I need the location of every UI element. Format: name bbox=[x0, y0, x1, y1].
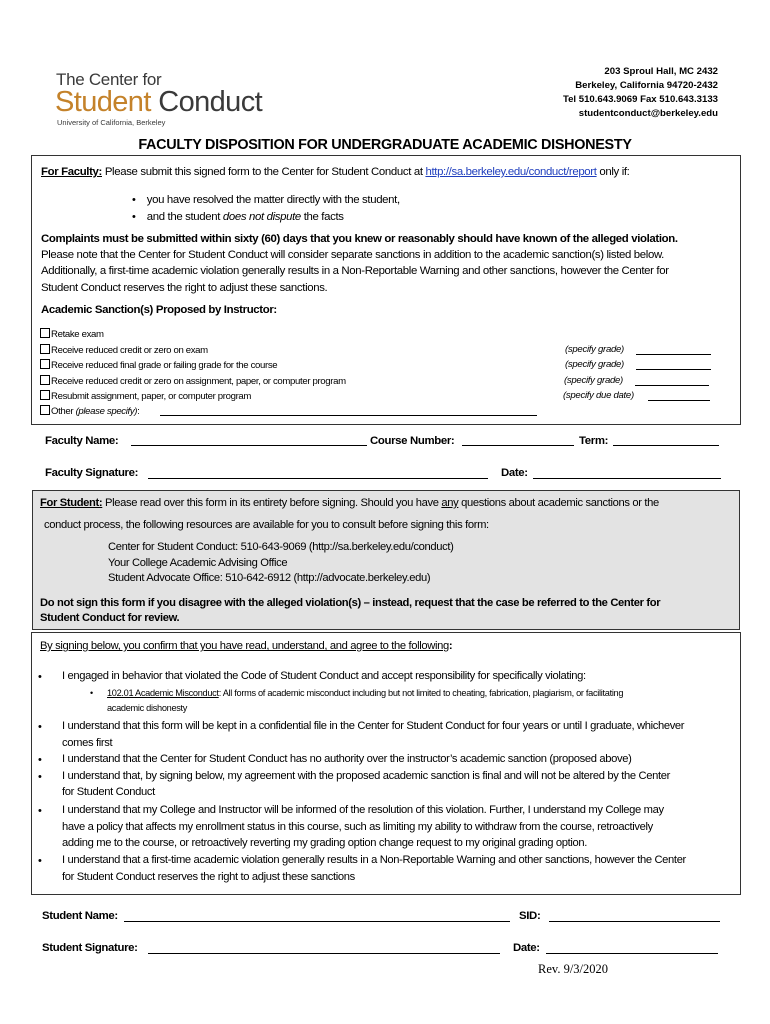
student-name-field[interactable] bbox=[124, 921, 510, 922]
sanction-reduced-exam bbox=[40, 344, 208, 356]
confirm-item-3: I understand that the Center for Student Conduct has no authority over the instructor’s academic sanction (proposed above) bbox=[62, 753, 632, 765]
bullet-icon: • bbox=[90, 688, 94, 698]
report-link[interactable]: http://sa.berkeley.edu/conduct/report bbox=[425, 166, 597, 178]
checkbox[interactable] bbox=[40, 375, 50, 385]
logo-university-line: University of California, Berkeley bbox=[57, 118, 166, 127]
faculty-name-label: Faculty Name: bbox=[45, 435, 119, 447]
resource-csc: Center for Student Conduct: 510-643-9069 (http://sa.berkeley.edu/conduct) bbox=[108, 541, 454, 553]
faculty-name-field[interactable] bbox=[131, 445, 367, 446]
other-specify-label: (please specify) bbox=[75, 406, 138, 417]
address-street: 203 Sproul Hall, MC 2432 bbox=[604, 66, 718, 77]
office-address bbox=[563, 65, 718, 121]
specify-grade-2: (specify grade) bbox=[565, 359, 624, 370]
faculty-intro bbox=[41, 166, 630, 178]
logo-student-word: Student bbox=[55, 86, 151, 118]
checkbox[interactable] bbox=[40, 359, 50, 369]
faculty-date-label: Date: bbox=[501, 467, 528, 479]
student-intro-text: Please read over this form in its entirety before signing. Should you have bbox=[102, 497, 442, 509]
confirmation-heading-text: By signing below, you confirm that you have read, understand, and agree to the following bbox=[40, 640, 449, 652]
confirm-item-4: I understand that, by signing below, my agreement with the proposed academic sanction is final and will not be altered by the Center bbox=[62, 770, 671, 782]
confirm-subitem-cont: academic dishonesty bbox=[107, 703, 188, 713]
student-intro-text-end: questions about academic sanctions or the bbox=[458, 497, 659, 509]
note-line-2: Additionally, a first-time academic violation generally results in a Non-Reportable Warning and other sanctions, however the Center for bbox=[41, 265, 669, 277]
bullet-emphasis: does not dispute bbox=[222, 211, 301, 223]
confirm-item-6-cont: for Student Conduct reserves the right to adjust these sanctions bbox=[62, 871, 355, 883]
emphasis-any: any bbox=[441, 497, 459, 509]
faculty-signature-field[interactable] bbox=[148, 478, 488, 479]
student-intro-line-1 bbox=[40, 497, 659, 509]
resource-advising: Your College Academic Advising Office bbox=[108, 557, 288, 569]
sid-label: SID: bbox=[519, 910, 541, 922]
address-city: Berkeley, California 94720-2432 bbox=[575, 80, 718, 91]
confirm-item-4-cont: for Student Conduct bbox=[62, 786, 155, 798]
note-line-3: Student Conduct reserves the right to adjust these sanctions. bbox=[41, 282, 328, 294]
code-section-label: 102.01 Academic Misconduct bbox=[107, 688, 219, 698]
faculty-bullet-2 bbox=[132, 211, 344, 223]
grade-line-3[interactable] bbox=[635, 385, 709, 386]
sanction-final-grade bbox=[40, 359, 277, 371]
checkbox[interactable] bbox=[40, 344, 50, 354]
specify-grade-3: (specify grade) bbox=[564, 375, 623, 386]
faculty-intro-text: Please submit this signed form to the Center for Student Conduct at bbox=[102, 166, 426, 178]
sanction-resubmit bbox=[40, 390, 251, 402]
logo-title-line: The Center for bbox=[56, 70, 162, 89]
sanction-retake-exam bbox=[40, 328, 104, 340]
faculty-date-field[interactable] bbox=[533, 478, 721, 479]
sanction-other bbox=[40, 405, 139, 417]
other-specify-line[interactable] bbox=[160, 415, 537, 416]
specify-due-date: (specify due date) bbox=[563, 390, 634, 401]
bullet-icon: • bbox=[38, 771, 42, 783]
bullet-text: you have resolved the matter directly with the student, bbox=[146, 194, 400, 206]
bullet-icon: • bbox=[132, 211, 136, 223]
term-label: Term: bbox=[579, 435, 609, 447]
confirm-item-6: I understand that a first-time academic violation generally results in a Non-Reportable Warning and other sanctions, however the Center bbox=[62, 854, 686, 866]
student-intro-line-2: conduct process, the following resources are available for you to consult before signing this form: bbox=[44, 519, 489, 531]
deadline-notice: Complaints must be submitted within sixty (60) days that you knew or reasonably should have known of the alleged violation. bbox=[41, 233, 678, 245]
checkbox[interactable] bbox=[40, 390, 50, 400]
faculty-bullet-1 bbox=[132, 194, 400, 206]
confirm-item-5-cont-2: adding me to the course, or retroactively reverting my grading option change request to my original grading option. bbox=[62, 837, 588, 849]
document-title: FACULTY DISPOSITION FOR UNDERGRADUATE ACADEMIC DISHONESTY bbox=[138, 137, 632, 153]
student-date-label: Date: bbox=[513, 942, 540, 954]
sanction-label: Retake exam bbox=[51, 329, 104, 340]
logo-main-line bbox=[55, 86, 262, 119]
confirm-item-2: I understand that this form will be kept in a confidential file in the Center for Student Conduct for four years or until I graduate, whichever bbox=[62, 720, 685, 732]
due-date-line[interactable] bbox=[648, 400, 710, 401]
other-colon: : bbox=[137, 406, 140, 417]
confirmation-heading bbox=[40, 640, 452, 652]
confirm-item-5: I understand that my College and Instructor will be informed of the resolution of this violation. Further, I understand my College may bbox=[62, 804, 664, 816]
student-signature-field[interactable] bbox=[148, 953, 500, 954]
sanction-label: Other bbox=[51, 406, 76, 417]
do-not-sign-warning-2: Student Conduct for review. bbox=[40, 612, 180, 624]
confirm-subitem bbox=[107, 688, 623, 698]
confirm-item-1: I engaged in behavior that violated the Code of Student Conduct and accept responsibility for specifically violating: bbox=[62, 670, 586, 682]
confirmation-heading-colon: : bbox=[448, 640, 453, 652]
sanction-label: Receive reduced final grade or failing grade for the course bbox=[51, 360, 278, 371]
code-section-text: : All forms of academic misconduct including but not limited to cheating, fabrication, plagiarism, or facilitating bbox=[218, 688, 624, 698]
specify-grade-1: (specify grade) bbox=[565, 344, 624, 355]
student-date-field[interactable] bbox=[546, 953, 718, 954]
sanction-label: Receive reduced credit or zero on exam bbox=[51, 345, 208, 356]
bullet-icon: • bbox=[38, 855, 42, 867]
resource-advocate: Student Advocate Office: 510-642-6912 (http://advocate.berkeley.edu) bbox=[108, 572, 431, 584]
do-not-sign-warning-1: Do not sign this form if you disagree with the alleged violation(s) – instead, request that the case be referred to the Center for bbox=[40, 597, 661, 609]
bullet-text: and the student bbox=[146, 211, 223, 223]
sanction-label: Resubmit assignment, paper, or computer program bbox=[51, 391, 252, 402]
revision-date: Rev. 9/3/2020 bbox=[538, 962, 609, 976]
checkbox[interactable] bbox=[40, 328, 50, 338]
confirm-item-5-cont-1: have a policy that affects my enrollment status in this course, such as limiting my ability to withdraw from the course, retroactively bbox=[62, 821, 653, 833]
student-name-label: Student Name: bbox=[42, 910, 118, 922]
confirm-item-2-cont: comes first bbox=[62, 737, 113, 749]
grade-line-2[interactable] bbox=[636, 369, 711, 370]
note-line-1: Please note that the Center for Student Conduct will consider separate sanctions in addition to the academic sanction(s) listed below. bbox=[41, 249, 665, 261]
bullet-icon: • bbox=[38, 805, 42, 817]
student-signature-label: Student Signature: bbox=[42, 942, 138, 954]
checkbox[interactable] bbox=[40, 405, 50, 415]
faculty-intro-end: only if: bbox=[596, 166, 630, 178]
for-faculty-label: For Faculty: bbox=[41, 166, 102, 178]
address-email: studentconduct@berkeley.edu bbox=[578, 108, 718, 119]
course-number-field[interactable] bbox=[462, 445, 574, 446]
bullet-icon: • bbox=[38, 671, 42, 683]
address-phone: Tel 510.643.9069 Fax 510.643.3133 bbox=[562, 94, 718, 105]
grade-line-1[interactable] bbox=[636, 354, 711, 355]
for-student-label: For Student: bbox=[40, 497, 103, 509]
logo-conduct-word: Conduct bbox=[158, 86, 263, 118]
term-field[interactable] bbox=[613, 445, 719, 446]
bullet-icon: • bbox=[132, 194, 136, 206]
course-number-label: Course Number: bbox=[370, 435, 455, 447]
sid-field[interactable] bbox=[549, 921, 720, 922]
bullet-icon: • bbox=[38, 721, 42, 733]
faculty-signature-label: Faculty Signature: bbox=[45, 467, 139, 479]
bullet-text-end: the facts bbox=[300, 211, 344, 223]
sanction-reduced-assignment bbox=[40, 375, 346, 387]
sanction-label: Receive reduced credit or zero on assignment, paper, or computer program bbox=[51, 376, 346, 387]
bullet-icon: • bbox=[38, 754, 42, 766]
sanctions-heading: Academic Sanction(s) Proposed by Instructor: bbox=[41, 304, 277, 316]
